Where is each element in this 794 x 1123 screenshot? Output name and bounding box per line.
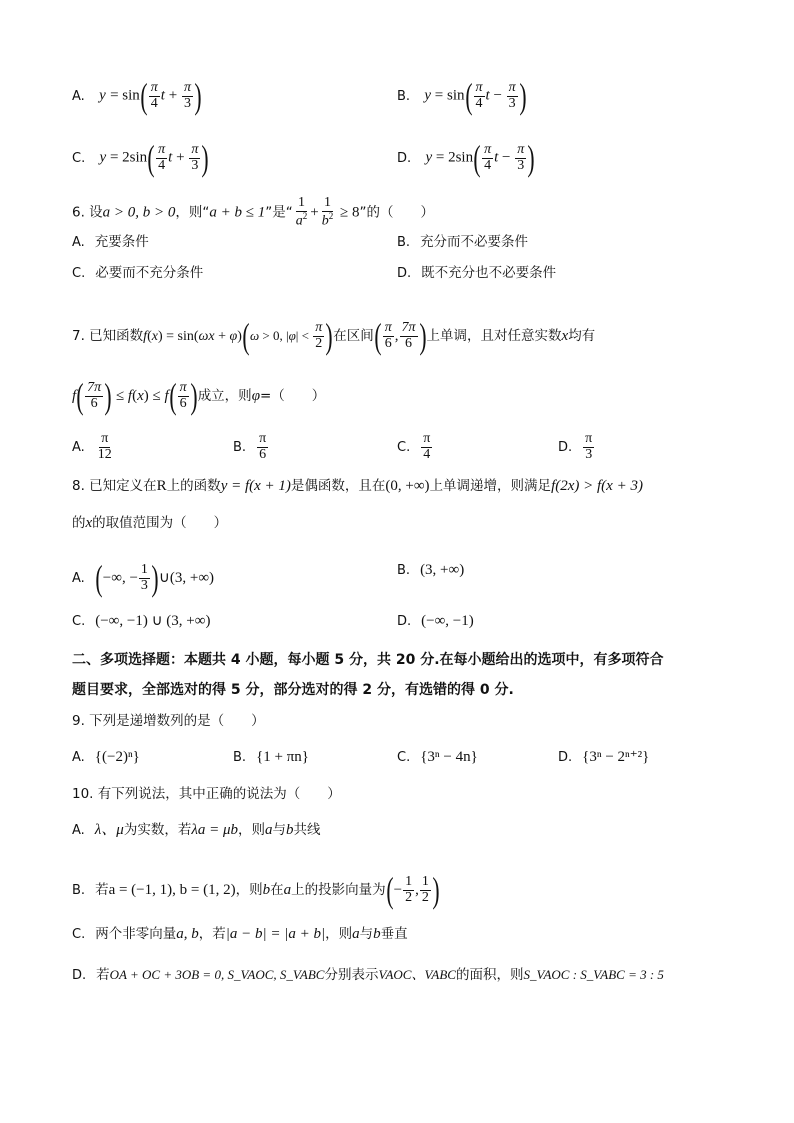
a-text3: ，则 xyxy=(237,822,265,838)
option-label: D. xyxy=(72,968,87,983)
option-label: A. xyxy=(72,88,85,104)
option-label: B. xyxy=(397,235,411,250)
option-label: B. xyxy=(397,88,411,104)
option-text: {(−2)ⁿ} xyxy=(94,749,140,765)
option-text: 充要条件 xyxy=(94,234,149,250)
q8-option-a: A. (−∞, − $\frac{1}{3}$ )∪(3, +∞) xyxy=(72,558,215,598)
q8-mid2: 是偶函数，且在 xyxy=(290,478,386,494)
q6-stem: 6. 设a > 0, b > 0，则“a + b ≤ 1”是“ $\frac{1}{a^2}$ + $\frac{1}{b^2}$ ≥ 8”的（ ） xyxy=(72,195,434,229)
q8-ineq: f(2x) > f(x + 3) xyxy=(551,478,643,494)
q8-line2-prefix: 的 xyxy=(72,515,86,531)
q7-mid: 在区间 xyxy=(333,328,374,344)
c-text4: 与 xyxy=(359,926,374,942)
q7-line2: f( $\frac{7\pi}{6}$ ) ≤ f(x) ≤ f( $\frac{\pi}{6}$ )成立，则φ=（ ） xyxy=(72,376,326,416)
q8-mid: 上的函数 xyxy=(166,478,221,494)
option-label: B. xyxy=(233,440,247,456)
vector-a: a xyxy=(352,926,360,942)
q10-option-a xyxy=(72,823,320,838)
q8-option-b xyxy=(397,563,464,578)
vector-b: b xyxy=(285,822,294,838)
b-text4: 上的投影向量为 xyxy=(291,882,386,898)
q7-line2-suffix: 成立，则 xyxy=(197,388,252,404)
q7-prefix: 7. 已知函数 xyxy=(72,328,144,344)
option-label: B. xyxy=(397,563,411,578)
d-text1: 若 xyxy=(96,967,110,983)
q10-stem: 10. 有下列说法，其中正确的说法为（ ） xyxy=(72,786,341,802)
q7-suffix: 上单调，且对任意实数 xyxy=(426,328,562,344)
d-text3: 的面积，则 xyxy=(455,967,524,983)
q9-option-a xyxy=(72,750,140,765)
c-vecs: a, b xyxy=(176,926,199,942)
b-text3: 在 xyxy=(270,882,284,898)
option-label: D. xyxy=(558,750,573,765)
paren-right: ) xyxy=(194,76,202,116)
q5-option-a: A. y = sin( $\frac{\pi}{4}$ t + $\frac{\pi}{3}$ ) xyxy=(72,76,202,116)
math-eq: = sin xyxy=(110,87,140,104)
q9-option-c xyxy=(397,750,478,765)
q6-mid: ，则“ xyxy=(175,204,210,221)
q6-mid2: ”是“ xyxy=(265,204,293,221)
q8-option-c xyxy=(72,614,210,629)
c-text2: ，若 xyxy=(198,926,226,942)
q10-option-b: B. 若a = (−1, 1), b = (1, 2)，则b在a上的投影向量为(− $\frac{1}{2}$ , $\frac{1}{2}$ ) xyxy=(72,870,440,910)
q6-cond2: a + b ≤ 1 xyxy=(209,204,266,221)
b-text1: 若 xyxy=(95,882,109,898)
option-text: 既不充分也不必要条件 xyxy=(421,265,557,281)
q8-prefix: 8. 已知定义在 xyxy=(72,478,157,494)
option-label: D. xyxy=(397,266,412,281)
var-x: x xyxy=(561,328,569,344)
option-text: (−∞, −1) xyxy=(421,613,474,629)
option-label: B. xyxy=(72,883,86,898)
fraction: $\frac{1}{b^2}$ xyxy=(321,195,334,229)
math-y: y xyxy=(99,87,106,104)
option-label: A. xyxy=(72,571,85,586)
vector-a: a xyxy=(283,882,292,898)
q6-suffix: ”的（ ） xyxy=(359,204,434,221)
q9-option-b xyxy=(233,750,309,765)
fraction: $\frac{\pi}{6}$ xyxy=(259,431,267,462)
option-label: A. xyxy=(72,235,85,250)
var-phi: φ xyxy=(251,388,260,404)
option-text: {3ⁿ − 4n} xyxy=(420,749,478,765)
option-label: A. xyxy=(72,823,85,838)
option-text: 必要而不充分条件 xyxy=(95,265,204,281)
q8-func: y = f(x + 1) xyxy=(220,478,291,494)
section2-line1: 二、多项选择题：本题共 4 小题，每小题 5 分，共 20 分.在每小题给出的选项中，有多项符合 xyxy=(72,652,664,668)
q8-interval: (0, +∞) xyxy=(385,478,430,494)
q7-option-b xyxy=(233,432,269,462)
q6-option-c xyxy=(72,267,203,281)
a-text5: 共线 xyxy=(293,822,321,838)
q7-option-a xyxy=(72,432,115,462)
q9-option-d xyxy=(558,750,649,765)
option-label: C. xyxy=(72,614,86,629)
option-text: (3, +∞) xyxy=(420,562,465,578)
d-ratio: S_VAOC : S_VABC = 3 : 5 xyxy=(523,967,664,982)
fraction: $\frac{\pi}{4}$ xyxy=(150,79,158,111)
q5-option-d: D. y = 2sin( $\frac{\pi}{4}$ t − $\frac{\pi}{3}$ ) xyxy=(397,138,535,178)
section2-line2: 题目要求，全部选对的得 5 分，部分选对的得 2 分，有选错的得 0 分. xyxy=(72,682,514,698)
c-text1: 两个非零向量 xyxy=(95,926,177,942)
c-text3: ，则 xyxy=(325,926,353,942)
q8-line2 xyxy=(72,516,227,531)
paren-left: ( xyxy=(140,76,148,116)
d-text2: 分别表示 xyxy=(324,967,379,983)
q7-end: 均有 xyxy=(568,328,596,344)
set-R: R xyxy=(156,478,167,494)
vector-b: b xyxy=(373,926,381,942)
q8-line2-suffix: 的取值范围为（ ） xyxy=(92,515,228,531)
q6-prefix: 6. 设 xyxy=(72,204,103,221)
option-label: C. xyxy=(72,150,86,166)
q6-option-d xyxy=(397,267,556,281)
c-text5: 垂直 xyxy=(380,926,408,942)
var-x: x xyxy=(85,515,93,531)
option-label: C. xyxy=(72,927,86,942)
option-label: B. xyxy=(233,750,247,765)
c-math: |a − b| = |a + b| xyxy=(225,926,326,942)
a-text2: 为实数，若 xyxy=(123,822,192,838)
option-text: {1 + πn} xyxy=(256,749,309,765)
q8-mid3: 上单调递增，则满足 xyxy=(429,478,552,494)
option-label: A. xyxy=(72,440,85,456)
q6-option-b xyxy=(397,236,528,250)
a-text4: 与 xyxy=(272,822,286,838)
option-text: {3ⁿ − 2ⁿ⁺²} xyxy=(582,749,650,765)
q9-stem: 9. 下列是递增数列的是（ ） xyxy=(72,713,265,729)
d-math: OA + OC + 3OB = 0, S_VAOC, S_VABC xyxy=(109,967,325,982)
q5-option-c: C. y = 2sin( $\frac{\pi}{4}$ t + $\frac{\pi}{3}$ ) xyxy=(72,138,209,178)
b-text2: ，则 xyxy=(235,882,263,898)
q10-option-c xyxy=(72,927,408,942)
q6-cond: a > 0, b > 0 xyxy=(102,204,176,221)
option-label: C. xyxy=(397,750,411,765)
a-math: λa = μb xyxy=(191,822,238,838)
option-text: (−∞, −1) ∪ (3, +∞) xyxy=(95,613,211,629)
option-label: D. xyxy=(397,614,412,629)
fraction: $\frac{1}{a^2}$ xyxy=(295,195,308,229)
b-math: a = (−1, 1), b = (1, 2) xyxy=(108,882,236,898)
fraction: $\frac{\pi}{12}$ xyxy=(97,431,112,462)
option-label: D. xyxy=(397,150,412,166)
option-label: C. xyxy=(72,266,86,281)
q10-option-d xyxy=(72,968,664,983)
fraction: $\frac{\pi}{3}$ xyxy=(183,79,191,111)
d-tri: VAOC、VABC xyxy=(378,967,456,982)
q5-option-b: B. y = sin( $\frac{\pi}{4}$ t − $\frac{\pi}{3}$ ) xyxy=(397,76,527,116)
option-label: A. xyxy=(72,750,85,765)
q7-line2-end: =（ ） xyxy=(260,388,326,404)
q8-option-d xyxy=(397,614,474,629)
vector-b: b xyxy=(262,882,271,898)
option-label: C. xyxy=(397,440,411,456)
fraction: $\frac{\pi}{3}$ xyxy=(585,431,593,462)
fraction: $\frac{\pi}{4}$ xyxy=(423,431,431,462)
q7-option-d xyxy=(558,432,595,462)
q6-option-a xyxy=(72,236,149,250)
option-label: D. xyxy=(558,440,573,456)
q7-line1: 7. 已知函数f(x) = sin(ωx + φ)(ω > 0, |φ| < $\frac{\pi}{2}$ )在区间( $\frac{\pi}{6}$ , $\frac{7\pi}{6}$ )上单调，且对任意实数x均有 xyxy=(72,316,596,356)
option-text: 充分而不必要条件 xyxy=(420,234,529,250)
lambda-mu: λ、μ xyxy=(94,822,124,838)
q7-option-c xyxy=(397,432,433,462)
vector-a: a xyxy=(264,822,273,838)
q8-line1 xyxy=(72,479,643,494)
